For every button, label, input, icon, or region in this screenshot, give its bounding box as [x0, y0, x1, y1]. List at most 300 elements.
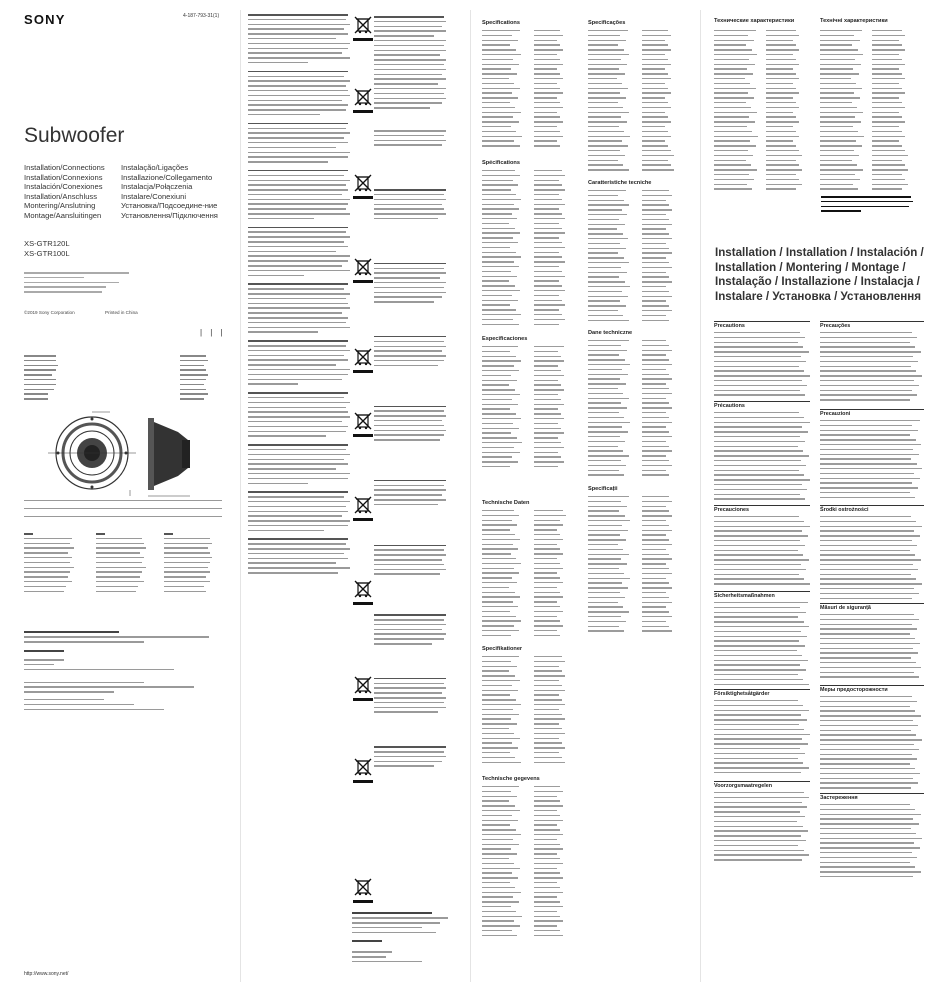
text-line [534, 853, 557, 854]
text-line [642, 597, 669, 598]
importer-footer [352, 912, 452, 966]
text-line [482, 300, 518, 301]
text-line [482, 442, 522, 443]
text-line [482, 714, 519, 715]
text-line [534, 35, 563, 36]
text-line [482, 189, 511, 190]
text-line [588, 455, 629, 456]
text-line [482, 314, 521, 315]
text-line [588, 320, 629, 321]
text-line [534, 901, 560, 902]
text-line [534, 319, 565, 320]
text-line [482, 228, 515, 229]
text-line [588, 35, 620, 36]
text-line [534, 694, 559, 695]
spec-heading: Especificaciones [482, 336, 528, 342]
text-line [588, 305, 626, 306]
text-line [588, 506, 627, 507]
text-line [642, 611, 669, 612]
text-line [588, 422, 630, 423]
text-line [482, 432, 511, 433]
text-line [588, 131, 624, 132]
text-line [588, 160, 618, 161]
text-line [588, 276, 619, 277]
text-line [588, 441, 625, 442]
text-line [588, 257, 624, 258]
text-line [482, 930, 512, 931]
text-line [534, 733, 565, 734]
text-line [642, 422, 672, 423]
text-line [642, 320, 669, 321]
text-line [534, 360, 564, 361]
text-line [534, 515, 566, 516]
text-line [534, 616, 557, 617]
text-line [534, 54, 557, 55]
text-line [642, 155, 674, 156]
text-line [534, 906, 563, 907]
text-line [642, 626, 669, 627]
text-line [642, 534, 666, 535]
text-line [642, 450, 672, 451]
text-line [482, 742, 512, 743]
text-line [588, 369, 622, 370]
text-line [534, 596, 563, 597]
text-line [642, 305, 669, 306]
text-line [534, 394, 558, 395]
conn-pl: Instalacja/Połączenia [121, 182, 193, 192]
connections-list-2 [121, 163, 218, 221]
conn-es: Instalación/Conexiones [24, 182, 103, 192]
text-line [534, 892, 563, 893]
text-line [534, 228, 562, 229]
text-line [642, 272, 666, 273]
parts-block-1 [24, 533, 80, 595]
text-line [482, 916, 522, 917]
text-line [588, 68, 619, 69]
text-line [642, 233, 669, 234]
text-line [588, 140, 622, 141]
text-line [482, 456, 512, 457]
text-line [482, 666, 517, 667]
installation-heading: Installation / Installation / Instalación / Installation / Montering / Montage / Instalação / Installazione / Instalacja / Instalare / Установка / Установлення [715, 246, 924, 303]
column-divider [470, 10, 471, 982]
text-line [534, 324, 559, 325]
text-line [482, 872, 512, 873]
text-line [642, 145, 668, 146]
text-line [534, 437, 558, 438]
text-line [534, 625, 563, 626]
text-line [534, 563, 560, 564]
text-line [534, 280, 559, 281]
text-line [642, 112, 665, 113]
text-line [534, 670, 562, 671]
text-line [642, 97, 665, 98]
text-line [482, 247, 510, 248]
text-line [534, 553, 563, 554]
text-line [534, 548, 560, 549]
text-line [482, 568, 514, 569]
text-line [642, 169, 674, 170]
text-line [534, 466, 558, 467]
text-line [642, 140, 665, 141]
text-line [482, 635, 511, 636]
text-line [534, 295, 559, 296]
text-line [642, 592, 666, 593]
text-line [534, 44, 560, 45]
text-line [482, 920, 514, 921]
text-line [482, 59, 513, 60]
text-line [482, 194, 516, 195]
text-line [534, 83, 557, 84]
section-title: Меры предосторожности [820, 687, 888, 693]
weee-text [374, 16, 450, 112]
text-line [642, 340, 666, 341]
text-line [482, 64, 519, 65]
text-line [482, 466, 510, 467]
text-line [482, 699, 516, 700]
text-line [642, 209, 672, 210]
text-line [482, 180, 513, 181]
text-line [534, 380, 558, 381]
text-line [534, 606, 560, 607]
text-line [534, 882, 557, 883]
text-line [642, 470, 666, 471]
text-line [534, 680, 559, 681]
text-line [534, 920, 563, 921]
text-line [588, 291, 622, 292]
text-line [534, 723, 559, 724]
text-line [482, 704, 521, 705]
text-line [482, 733, 514, 734]
text-line [482, 285, 515, 286]
text-line [482, 757, 515, 758]
text-line [534, 534, 560, 535]
text-line [534, 180, 559, 181]
warning-callout [821, 196, 917, 215]
text-line [588, 102, 618, 103]
recycle-icon [353, 259, 373, 283]
text-line [482, 351, 510, 352]
text-line [482, 534, 515, 535]
text-line [534, 520, 560, 521]
text-line [588, 267, 621, 268]
text-line [642, 568, 669, 569]
section-rule [820, 321, 924, 322]
text-line [588, 64, 627, 65]
text-line [588, 78, 617, 79]
section-rule [714, 321, 810, 322]
text-line [534, 97, 557, 98]
text-line [588, 190, 626, 191]
text-line [482, 131, 516, 132]
text-line [534, 666, 559, 667]
text-line [642, 510, 669, 511]
text-line [588, 359, 625, 360]
text-line [534, 592, 560, 593]
text-line [482, 242, 518, 243]
text-line [642, 224, 672, 225]
text-line [482, 136, 522, 137]
text-line [482, 408, 510, 409]
text-line [642, 83, 665, 84]
text-line [482, 437, 517, 438]
text-line [642, 441, 666, 442]
text-line [588, 602, 618, 603]
text-line [534, 872, 560, 873]
text-line [588, 219, 619, 220]
text-line [534, 887, 560, 888]
text-line [534, 529, 557, 530]
text-line [588, 515, 625, 516]
text-line [482, 346, 518, 347]
text-line [482, 935, 517, 936]
text-line [482, 630, 519, 631]
text-line [534, 404, 564, 405]
text-line [534, 916, 560, 917]
model-1: XS-GTR120L [24, 239, 70, 248]
text-line [534, 384, 561, 385]
text-line [534, 839, 557, 840]
text-line [534, 539, 563, 540]
text-line [642, 582, 669, 583]
text-line [482, 723, 517, 724]
text-line [482, 820, 518, 821]
text-line [642, 291, 669, 292]
text-line [642, 630, 672, 631]
text-line [642, 474, 669, 475]
text-line [588, 525, 622, 526]
text-line [642, 455, 666, 456]
text-line [642, 160, 668, 161]
text-line [642, 136, 671, 137]
text-line [642, 238, 672, 239]
text-line [482, 515, 519, 516]
text-line [588, 554, 629, 555]
text-line [534, 510, 563, 511]
text-line [642, 573, 672, 574]
text-line [588, 501, 621, 502]
text-line [534, 572, 557, 573]
text-line [482, 73, 517, 74]
text-line [534, 88, 560, 89]
text-line [482, 685, 512, 686]
text-line [588, 436, 620, 437]
text-line [642, 388, 669, 389]
text-line [482, 625, 514, 626]
section-title: Precauciones [714, 507, 750, 513]
text-line [642, 354, 666, 355]
text-line [588, 578, 630, 579]
text-line [482, 418, 521, 419]
text-line [588, 209, 622, 210]
text-line [482, 596, 520, 597]
text-line [482, 223, 509, 224]
column-divider [700, 10, 701, 982]
text-line [482, 126, 511, 127]
recycle-icon [353, 497, 373, 521]
text-line [482, 78, 509, 79]
text-line [482, 848, 511, 849]
text-line [482, 548, 518, 549]
text-line [534, 805, 563, 806]
text-line [588, 195, 618, 196]
text-line [642, 73, 668, 74]
text-line [588, 54, 629, 55]
text-line [588, 573, 624, 574]
text-line [482, 380, 517, 381]
text-line [588, 97, 626, 98]
text-line [588, 248, 626, 249]
speaker-front-view [48, 412, 136, 489]
text-line [642, 587, 672, 588]
text-line [482, 553, 511, 554]
text-line [534, 863, 563, 864]
text-line [642, 121, 671, 122]
text-line [588, 281, 625, 282]
spec-heading: Specificații [588, 486, 618, 492]
text-line [534, 271, 562, 272]
text-line [534, 189, 565, 190]
text-line [534, 704, 565, 705]
text-line [534, 848, 563, 849]
text-line [642, 558, 672, 559]
text-line [482, 762, 521, 763]
text-line [534, 78, 563, 79]
text-line [534, 558, 557, 559]
text-line [482, 252, 516, 253]
text-line [588, 300, 620, 301]
text-line [482, 384, 509, 385]
recycle-icon [353, 759, 373, 783]
text-line [588, 378, 620, 379]
text-line [482, 620, 521, 621]
text-line [642, 44, 668, 45]
text-line [588, 388, 618, 389]
text-line [534, 747, 565, 748]
text-line [482, 309, 516, 310]
text-line [642, 228, 666, 229]
text-line [482, 611, 510, 612]
text-line [534, 925, 557, 926]
text-line [642, 276, 669, 277]
text-line [642, 412, 666, 413]
text-line [534, 136, 563, 137]
text-line [534, 92, 563, 93]
text-line [534, 824, 557, 825]
text-line [534, 242, 562, 243]
text-line [588, 520, 630, 521]
specs-column-4 [820, 0, 930, 992]
text-line [642, 102, 668, 103]
text-line [534, 266, 559, 267]
parts-block-2 [96, 533, 152, 595]
text-line [534, 442, 561, 443]
section-title: Precautions [714, 323, 745, 329]
section-rule [714, 505, 810, 506]
text-line [642, 78, 671, 79]
text-line [534, 877, 563, 878]
text-line [534, 126, 557, 127]
text-line [482, 365, 514, 366]
text-line [482, 280, 509, 281]
text-line [534, 351, 558, 352]
text-line [642, 310, 672, 311]
text-line [588, 224, 625, 225]
text-line [588, 549, 623, 550]
product-title: Subwoofer [24, 124, 125, 147]
section-title: Sicherheitsmaßnahmen [714, 593, 775, 599]
text-line [642, 393, 672, 394]
text-line [534, 346, 564, 347]
text-line [642, 281, 672, 282]
text-line [534, 102, 560, 103]
text-line [534, 738, 559, 739]
text-line [642, 126, 665, 127]
text-line [588, 354, 619, 355]
importer-info [24, 631, 232, 713]
text-line [534, 418, 564, 419]
text-line [534, 577, 560, 578]
text-line [588, 286, 630, 287]
text-line [588, 315, 623, 316]
text-line [534, 815, 560, 816]
text-line [534, 587, 557, 588]
text-line [588, 310, 618, 311]
text-line [534, 40, 557, 41]
section-rule [820, 793, 924, 794]
spec-heading: Spécifications [482, 160, 520, 166]
text-line [588, 200, 624, 201]
section-title: Środki ostrożności [820, 507, 869, 513]
speaker-side-view [130, 418, 190, 496]
spec-heading: Specificações [588, 20, 626, 26]
text-line [642, 436, 672, 437]
conn-sv: Montering/Anslutning [24, 201, 96, 211]
text-line [482, 35, 512, 36]
text-line [588, 626, 619, 627]
text-line [482, 237, 513, 238]
text-line [534, 699, 562, 700]
text-line [482, 738, 520, 739]
text-line [588, 587, 628, 588]
text-line [588, 398, 629, 399]
conn-uk: Установлення/Підключення [121, 210, 218, 220]
text-line [642, 544, 672, 545]
text-line [482, 510, 514, 511]
text-line [588, 611, 629, 612]
recycle-icon [353, 413, 373, 437]
text-line [534, 786, 560, 787]
text-line [534, 935, 563, 936]
text-line [482, 394, 520, 395]
text-line [588, 510, 619, 511]
section-title: Précautions [714, 403, 745, 409]
text-line [588, 164, 623, 165]
recycle-icons [352, 0, 376, 992]
text-line [642, 369, 666, 370]
text-line [534, 791, 563, 792]
text-line [534, 447, 564, 448]
text-line [588, 534, 620, 535]
text-line [642, 506, 666, 507]
text-line [534, 461, 564, 462]
text-line [482, 582, 517, 583]
text-line [482, 858, 509, 859]
text-line [642, 35, 671, 36]
text-line [534, 365, 558, 366]
column-divider [240, 10, 241, 982]
text-line [534, 620, 560, 621]
